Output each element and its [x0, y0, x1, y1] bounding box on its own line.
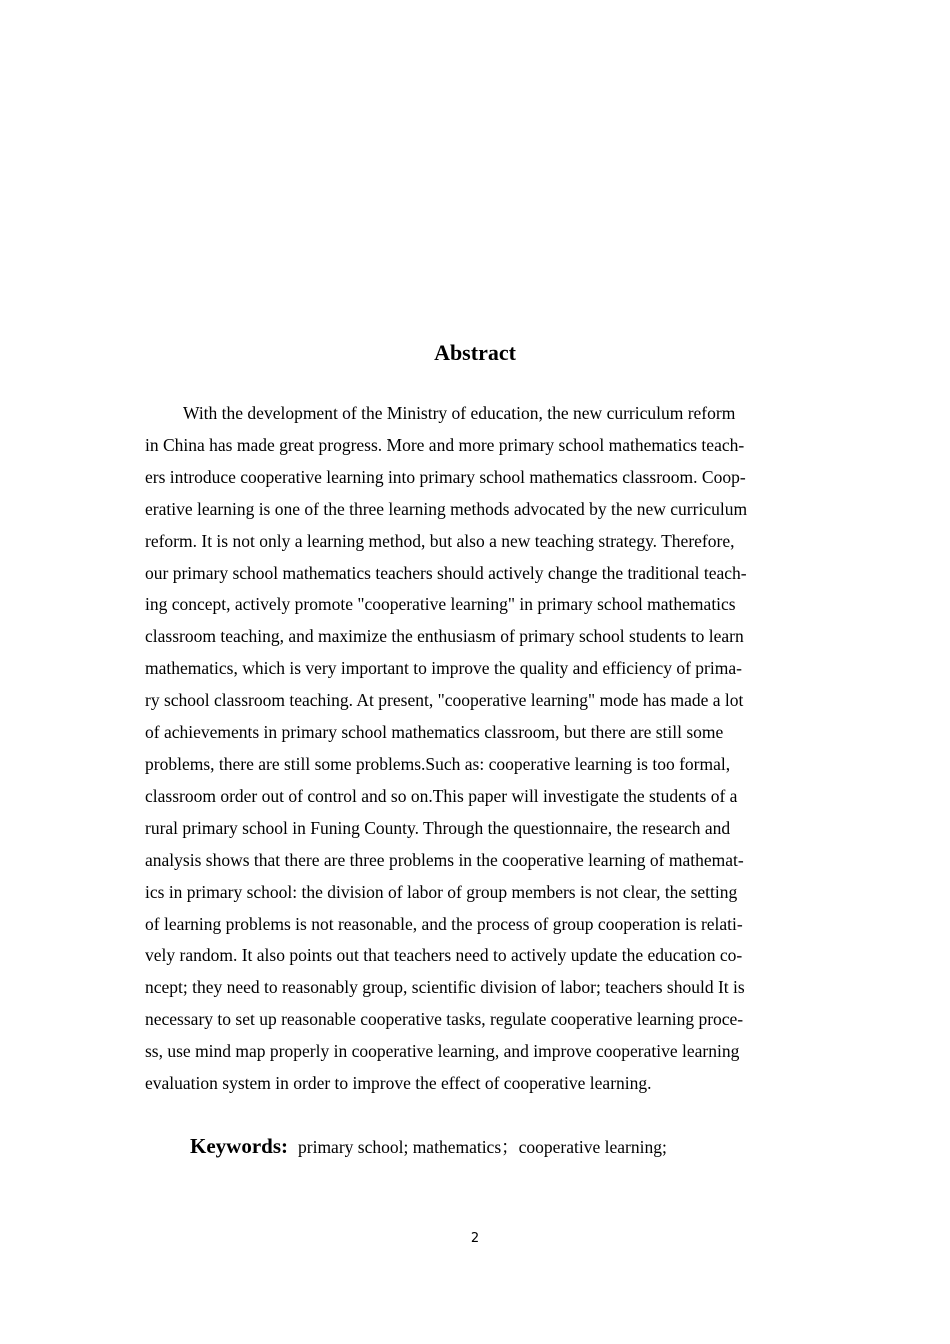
abstract-line: ics in primary school: the division of labor of group members is not clear, the setting [145, 881, 738, 902]
abstract-line: of achievements in primary school mathematics classroom, but there are still some [145, 722, 724, 743]
keywords-label: Keywords: [190, 1134, 288, 1158]
keywords-line [190, 1131, 667, 1164]
abstract-line: classroom teaching, and maximize the enthusiasm of primary school students to learn [145, 626, 744, 647]
abstract-line: ry school classroom teaching. At present, "cooperative learning" mode has made a lot [145, 690, 744, 711]
abstract-line: mathematics, which is very important to improve the quality and efficiency of prima- [145, 658, 742, 679]
abstract-line: erative learning is one of the three learning methods advocated by the new curriculum [145, 498, 748, 519]
abstract-line: ss, use mind map properly in cooperative learning, and improve cooperative learning [145, 1041, 740, 1062]
abstract-line: ing concept, actively promote "cooperative learning" in primary school mathematics [145, 594, 736, 615]
abstract-line: ers introduce cooperative learning into primary school mathematics classroom. Coop- [145, 466, 746, 487]
abstract-line: rural primary school in Funing County. Through the questionnaire, the research and [145, 817, 731, 838]
page-number: 2 [470, 1231, 480, 1246]
abstract-line: necessary to set up reasonable cooperative tasks, regulate cooperative learning proce- [145, 1009, 744, 1030]
abstract-line: in China has made great progress. More and more primary school mathematics teach- [145, 434, 745, 455]
abstract-line: classroom order out of control and so on.This paper will investigate the students of a [145, 785, 738, 806]
abstract-line: our primary school mathematics teachers should actively change the traditional teach- [145, 562, 747, 583]
abstract-line: reform. It is not only a learning method, but also a new teaching strategy. Therefore, [145, 530, 735, 551]
abstract-line: evaluation system in order to improve the effect of cooperative learning. [145, 1073, 652, 1094]
abstract-line: problems, there are still some problems.Such as: cooperative learning is too formal, [145, 753, 731, 774]
abstract-line: vely random. It also points out that teachers need to actively update the education co- [145, 945, 743, 966]
abstract-line: With the development of the Ministry of education, the new curriculum reform [183, 403, 736, 423]
abstract-line: analysis shows that there are three problems in the cooperative learning of mathemat- [145, 849, 744, 870]
abstract-line: ncept; they need to reasonably group, scientific division of labor; teachers should It is [145, 977, 745, 998]
abstract-line: of learning problems is not reasonable, and the process of group cooperation is relati- [145, 913, 743, 934]
abstract-title: Abstract [434, 340, 516, 365]
keywords-text: primary school; mathematics；cooperative learning; [298, 1137, 667, 1157]
abstract-body [145, 398, 805, 1100]
